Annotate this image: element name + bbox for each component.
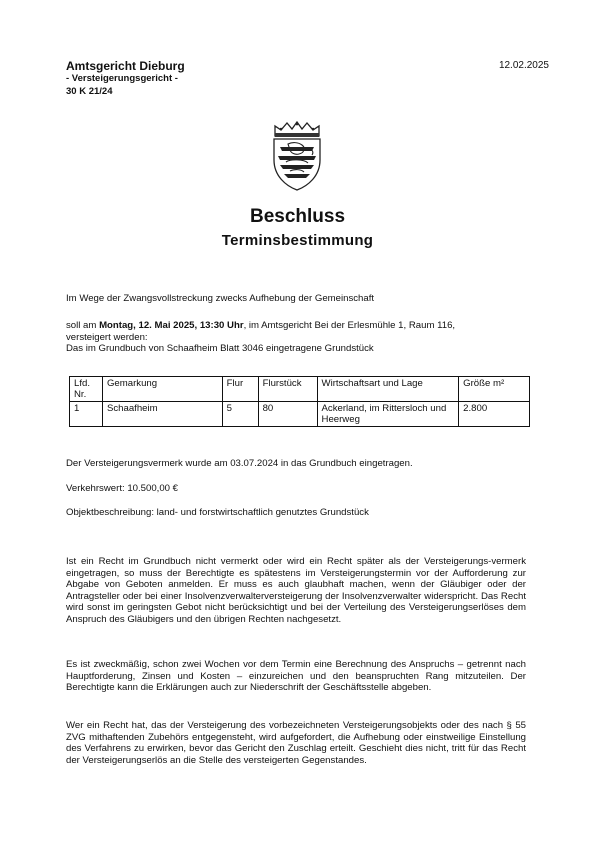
table-cell: 2.800 bbox=[459, 402, 530, 427]
table-header-cell: Flur bbox=[222, 377, 258, 402]
table-header-cell: Wirtschaftsart und Lage bbox=[317, 377, 459, 402]
table-cell: 1 bbox=[70, 402, 103, 427]
verkehrswert-text: Verkehrswert: 10.500,00 € bbox=[66, 483, 178, 494]
appointment-line bbox=[66, 320, 526, 332]
legal-paragraph-2: Es ist zweckmäßig, schon zwei Wochen vor dem Termin eine Berechnung des Anspruchs – getrennt nach Hauptforderung, Zinsen und Kosten – einzureichen und den beanspruchten Rang mitzuteilen. Der Berechtigte kann die Erklärungen auch zur Niederschrift der Geschäftsstelle abgeben. bbox=[66, 659, 526, 694]
appointment-location: , im Amtsgericht Bei der Erlesmühle 1, Raum 116, bbox=[243, 320, 456, 331]
appointment-datetime: Montag, 12. Mai 2025, 13:30 Uhr bbox=[99, 320, 244, 331]
table-header-cell: Flurstück bbox=[258, 377, 317, 402]
court-name: Amtsgericht Dieburg bbox=[66, 59, 185, 73]
legal-paragraph-1: Ist ein Recht im Grundbuch nicht vermerkt oder wird ein Recht später als der Versteigerungs-vermerk eingetragen, so muss der Berechtigte es spätestens im Versteigerungstermin vor der Aufforderung zur Abgabe von Geboten anmelden. Er muss es auch glaubhaft machen, wenn der Gläubiger oder der Antragsteller oder bei einer Insolvenzverwalterversteigerung der Insolvenzverwalter widerspricht. Das Recht wird sonst im geringsten Gebot nicht berücksichtigt und bei der Verteilung des Versteigerungserlöses dem Anspruch des Gläubigers und den übrigen Rechten nachgesetzt. bbox=[66, 556, 526, 625]
case-reference: 30 K 21/24 bbox=[66, 86, 113, 97]
intro-text: Im Wege der Zwangsvollstreckung zwecks Aufhebung der Gemeinschaft bbox=[66, 293, 375, 304]
table-header-cell: Größe m² bbox=[459, 377, 530, 402]
table-header-cell: Lfd. Nr. bbox=[70, 377, 103, 402]
document-subtitle: Terminsbestimmung bbox=[221, 232, 374, 249]
table-header-cell: Gemarkung bbox=[102, 377, 222, 402]
appointment-prefix: soll am bbox=[66, 320, 100, 331]
legal-paragraph-3: Wer ein Recht hat, das der Versteigerung des vorbezeichneten Versteigerungsobjekts oder des nach § 55 ZVG mithaftenden Zubehörs entgegensteht, wird aufgefordert, die Aufhebung oder einstweilige Einstellung des Verfahrens zu erwirken, bevor das Gericht den Zuschlag erteilt. Geschieht dies nicht, tritt für das Recht der Versteigerungserlös an die Stelle des versteigerten Gegenstandes. bbox=[66, 720, 526, 766]
property-table bbox=[69, 376, 530, 427]
table-row bbox=[70, 402, 530, 427]
appointment-line-2: versteigert werden: bbox=[66, 331, 148, 343]
document-date: 12.02.2025 bbox=[498, 60, 549, 71]
table-cell: 80 bbox=[258, 402, 317, 427]
table-cell: 5 bbox=[222, 402, 258, 427]
hessen-coat-of-arms-icon bbox=[268, 120, 326, 192]
court-department: - Versteigerungsgericht - bbox=[66, 73, 178, 84]
appointment-block bbox=[66, 320, 526, 355]
table-header-row bbox=[70, 377, 530, 402]
table-cell: Schaafheim bbox=[102, 402, 222, 427]
table-cell: Ackerland, im Rittersloch und Heerweg bbox=[317, 402, 459, 427]
objektbeschreibung-text: Objektbeschreibung: land- und forstwirtschaftlich genutztes Grundstück bbox=[66, 507, 369, 518]
document-title: Beschluss bbox=[249, 206, 346, 227]
appointment-line-3: Das im Grundbuch von Schaafheim Blatt 3046 eingetragene Grundstück bbox=[66, 343, 374, 355]
vermerk-text: Der Versteigerungsvermerk wurde am 03.07.2024 in das Grundbuch eingetragen. bbox=[66, 458, 413, 469]
